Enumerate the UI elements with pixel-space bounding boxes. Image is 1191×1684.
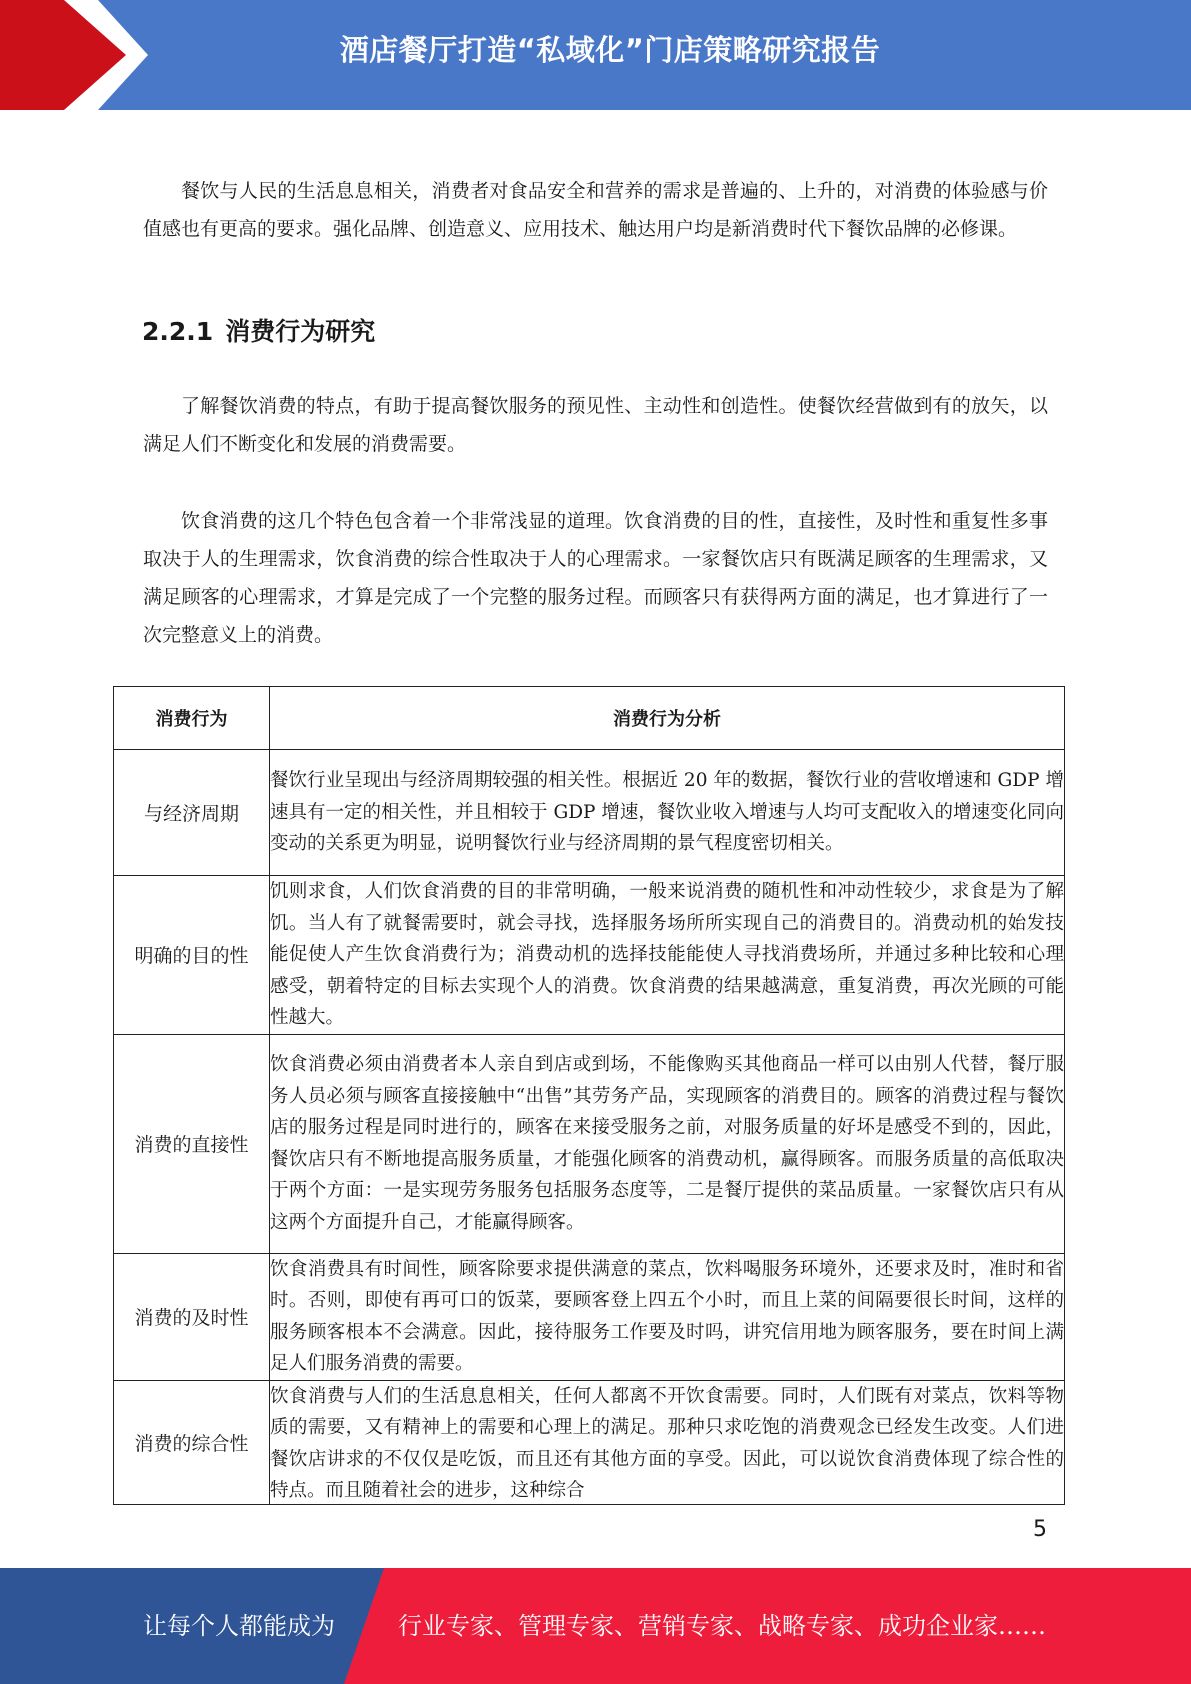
- behavior-cell: 与经济周期: [114, 750, 270, 876]
- intro-paragraph: 餐饮与人民的生活息息相关，消费者对食品安全和营养的需求是普遍的、上升的，对消费的体验感与价值感也有更高的要求。强化品牌、创造意义、应用技术、触达用户均是新消费时代下餐饮品牌的必修课。: [143, 180, 1048, 240]
- analysis-cell-text: 饮食消费与人们的生活息息相关，任何人都离不开饮食需要。同时，人们既有对菜点，饮料等物质的需要，又有精神上的需要和心理上的满足。那种只求吃饱的消费观念已经发生改变。人们进餐饮店讲求的不仅仅是吃饭，而且还有其他方面的享受。因此，可以说饮食消费体现了综合性的特点。而且随着社会的进步，这种综合: [270, 1385, 1064, 1501]
- table-row: [114, 1253, 1065, 1380]
- table-row: [114, 750, 1065, 876]
- header-analysis: 消费行为分析: [270, 687, 1065, 750]
- section-title: 消费行为研究: [225, 317, 376, 346]
- analysis-cell: 饥则求食，人们饮食消费的目的非常明确，一般来说消费的随机性和冲动性较少，求食是为了解饥。当人有了就餐需要时，就会寻找，选择服务场所所实现自己的消费目的。消费动机的始发技能促使人产生饮食消费行为；消费动机的选择技能能使人寻找消费场所，并通过多种比较和心理感受，朝着特定的目标去实现个人的消费。饮食消费的结果越满意，重复消费，再次光顾的可能性越大。: [270, 876, 1065, 1035]
- analysis-cell: 餐饮行业呈现出与经济周期较强的相关性。根据近 20 年的数据，餐饮行业的营收增速和 GDP 增速具有一定的相关性，并且相较于 GDP 增速，餐饮业收入增速与人均可支配收入的增速变化同向变动的关系更为明显，说明餐饮行业与经济周期的景气程度密切相关。: [270, 750, 1065, 876]
- header-behavior: 消费行为: [114, 687, 270, 750]
- behavior-cell: 消费的直接性: [114, 1034, 270, 1253]
- header-arrow-decoration: [0, 0, 160, 110]
- section-paragraph-1: 了解餐饮消费的特点，有助于提高餐饮服务的预见性、主动性和创造性。使餐饮经营做到有的放矢，以满足人们不断变化和发展的消费需要。: [143, 395, 1048, 455]
- footer-slogan-right: 行业专家、管理专家、营销专家、战略专家、成功企业家……: [398, 1612, 1046, 1640]
- consumer-behavior-table: [113, 686, 1065, 1505]
- section-heading: [142, 312, 375, 352]
- page-number: 5: [1033, 1517, 1047, 1542]
- table-header-row: [114, 687, 1065, 750]
- report-title: 酒店餐厅打造“私域化”门店策略研究报告: [339, 33, 881, 67]
- analysis-cell: 饮食消费具有时间性，顾客除要求提供满意的菜点，饮料喝服务环境外，还要求及时，准时和省时。否则，即使有再可口的饭菜，要顾客登上四五个小时，而且上菜的间隔要很长时间，这样的服务顾客根本不会满意。因此，接待服务工作要及时吗，讲究信用地为顾客服务，要在时间上满足人们服务消费的需要。: [270, 1253, 1065, 1380]
- page-header: [0, 0, 1191, 110]
- behavior-cell: 明确的目的性: [114, 876, 270, 1035]
- section-paragraph-2: 饮食消费的这几个特色包含着一个非常浅显的道理。饮食消费的目的性，直接性，及时性和重复性多事取决于人的生理需求，饮食消费的综合性取决于人的心理需求。一家餐饮店只有既满足顾客的生理需求，又满足顾客的心理需求，才算是完成了一个完整的服务过程。而顾客只有获得两方面的满足，也才算进行了一次完整意义上的消费。: [143, 510, 1048, 646]
- footer-slogan-left: 让每个人都能成为: [143, 1612, 335, 1640]
- page-footer: [0, 1568, 1191, 1684]
- analysis-cell: 饮食消费必须由消费者本人亲自到店或到场，不能像购买其他商品一样可以由别人代替，餐厅服务人员必须与顾客直接接触中“出售”其劳务产品，实现顾客的消费目的。顾客的消费过程与餐饮店的服务过程是同时进行的，顾客在来接受服务之前，对服务质量的好坏是感受不到的，因此，餐饮店只有不断地提高服务质量，才能强化顾客的消费动机，赢得顾客。而服务质量的高低取决于两个方面：一是实现劳务服务包括服务态度等，二是餐厅提供的菜品质量。一家餐饮店只有从这两个方面提升自己，才能赢得顾客。: [270, 1034, 1065, 1253]
- behavior-cell: 消费的综合性: [114, 1380, 270, 1504]
- table-row: [114, 1034, 1065, 1253]
- analysis-cell: [270, 1380, 1065, 1504]
- table-row: [114, 876, 1065, 1035]
- behavior-cell: 消费的及时性: [114, 1253, 270, 1380]
- table-row: [114, 1380, 1065, 1504]
- section-number: 2.2.1: [142, 317, 214, 346]
